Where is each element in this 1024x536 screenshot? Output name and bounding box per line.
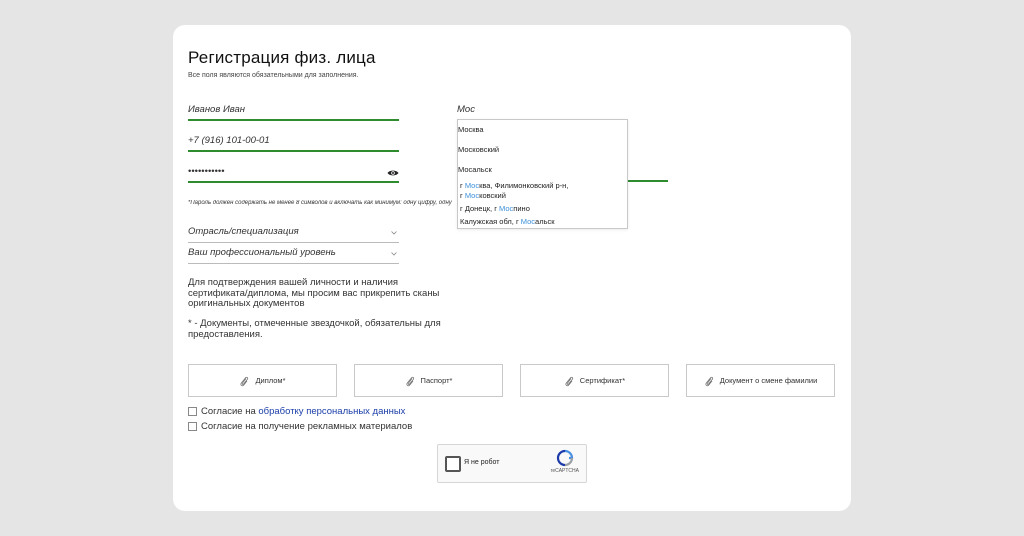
page-title: Регистрация физ. лица — [188, 48, 376, 67]
paperclip-icon — [704, 375, 714, 387]
consent-ads-checkbox[interactable] — [188, 422, 197, 431]
upload-name-change-button[interactable] — [686, 364, 835, 397]
password-field[interactable] — [188, 161, 399, 183]
suggestion-item[interactable]: г Москва, Филимонковский р-н, г Московский — [460, 181, 569, 200]
eye-icon[interactable] — [387, 169, 399, 177]
level-select[interactable] — [188, 243, 399, 264]
consent-personal-checkbox[interactable] — [188, 407, 197, 416]
city-field[interactable] — [457, 99, 627, 121]
docs-request-text: Для подтверждения вашей личности и наличия сертификата/диплома, мы просим вас прикрепить сканы оригинальных документов — [188, 277, 440, 309]
phone-field[interactable] — [188, 130, 399, 152]
recaptcha-checkbox[interactable] — [445, 456, 461, 472]
paperclip-icon — [239, 375, 249, 387]
suggestion-item[interactable]: г Донецк, г Моспино — [460, 204, 530, 213]
city-value: Мос — [457, 104, 475, 115]
level-select-value: Ваш профессиональный уровень — [188, 247, 336, 258]
docs-note-text: * - Документы, отмеченные звездочкой, обязательны для предоставления. — [188, 318, 441, 340]
consent-ads-label: Согласие на получение рекламных материалов — [201, 421, 413, 432]
recaptcha-brand: reCAPTCHA — [550, 468, 579, 474]
upload-diploma-button[interactable] — [188, 364, 337, 397]
page-subtitle: Все поля являются обязательными для заполнения. — [188, 72, 359, 79]
chevron-down-icon — [391, 231, 397, 235]
suggestion-item[interactable]: Москва — [458, 125, 484, 134]
city-suggestions-dropdown — [457, 119, 628, 229]
upload-diploma-label: Диплом* — [255, 376, 286, 385]
name-value: Иванов Иван — [188, 104, 245, 115]
recaptcha-label: Я не робот — [464, 459, 500, 466]
name-field[interactable] — [188, 99, 399, 121]
recaptcha-widget — [437, 444, 587, 483]
recaptcha-logo-icon — [556, 449, 574, 467]
paperclip-icon — [564, 375, 574, 387]
consent-personal-prefix: Согласие на — [201, 406, 259, 417]
suggestion-item[interactable]: Мосальск — [458, 165, 492, 174]
suggestion-item[interactable]: Калужская обл, г Мосальск — [460, 217, 555, 226]
upload-passport-label: Паспорт* — [420, 376, 453, 385]
password-value: ••••••••••• — [188, 166, 225, 177]
password-hint: *Пароль должен содержать не менее 8 символов и включать как минимум: одну цифру, одну — [188, 200, 452, 206]
paperclip-icon — [405, 375, 415, 387]
consent-ads — [188, 421, 412, 432]
consent-personal-data — [188, 406, 405, 417]
suggestion-item[interactable]: Московский — [458, 145, 500, 154]
upload-name-change-label: Документ о смене фамилии — [719, 376, 818, 385]
personal-data-link[interactable]: обработку персональных данных — [258, 406, 406, 417]
industry-select-value: Отрасль/специализация — [188, 226, 299, 237]
upload-certificate-label: Сертификат* — [579, 376, 626, 385]
phone-value: +7 (916) 101-00-01 — [188, 135, 270, 146]
registration-card — [173, 25, 851, 511]
upload-certificate-button[interactable] — [520, 364, 669, 397]
upload-passport-button[interactable] — [354, 364, 503, 397]
chevron-down-icon — [391, 252, 397, 256]
industry-select[interactable] — [188, 222, 399, 243]
